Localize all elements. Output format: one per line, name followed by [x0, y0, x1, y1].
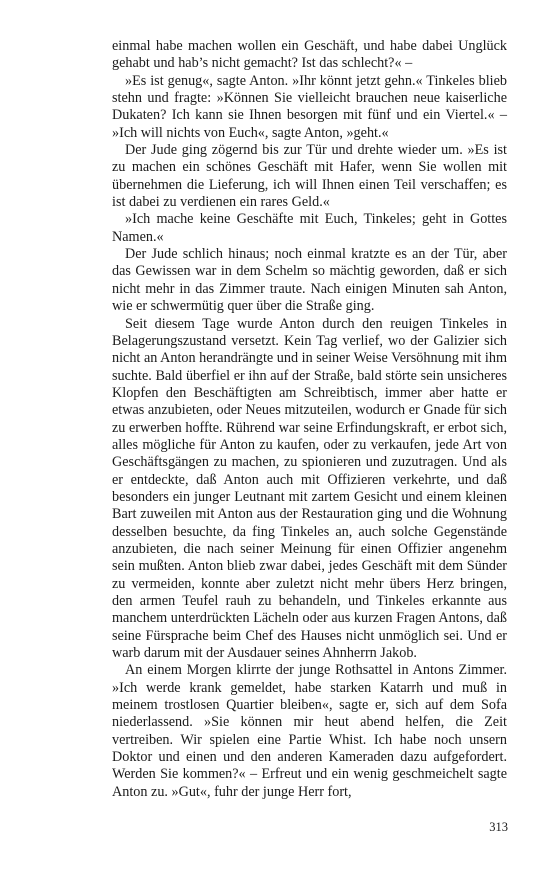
- paragraph: An einem Morgen klirrte der junge Rothsattel in Antons Zimmer. »Ich werde krank gemeldet, habe starken Katarrh und muß in meinem trostlosen Quartier bleiben«, sagte er, sich auf dem Sofa niederlassend. »Sie können mir heut abend helfen, die Zeit vertreiben. Wir spielen eine Partie Whist. Ich habe noch unsern Doktor und einen und den anderen Kameraden dazu aufgefordert. Werden Sie kommen?« – Erfreut und ein wenig geschmeichelt sagte Anton zu. »Gut«, fuhr der junge Herr fort,: [112, 662, 507, 800]
- paragraph: Der Jude schlich hinaus; noch einmal kratzte es an der Tür, aber das Gewissen war in dem Schelm so mächtig geworden, daß er sich nicht mehr in das Zimmer traute. Nach einigen Minuten sah Anton, wie er schwermütig quer über die Straße ging.: [112, 246, 507, 315]
- paragraph: »Ich mache keine Geschäfte mit Euch, Tinkeles; geht in Gottes Namen.«: [112, 211, 507, 245]
- body-text: [112, 38, 507, 801]
- page-number: 313: [489, 820, 508, 834]
- paragraph: Der Jude ging zögernd bis zur Tür und drehte wieder um. »Es ist zu machen ein schönes Geschäft mit Hafer, wenn Sie wollen mit übernehmen die Lieferung, ich will Ihnen einen Teil verschaffen; es ist dabei zu verdienen ein rares Geld.«: [112, 142, 507, 211]
- paragraph: »Es ist genug«, sagte Anton. »Ihr könnt jetzt gehn.« Tinkeles blieb stehn und fragte: »Können Sie vielleicht brauchen neue kaiserliche Dukaten? Ich kann sie Ihnen besorgen mit fünf und ein Viertel.« – »Ich will nichts von Euch«, sagte Anton, »geht.«: [112, 72, 507, 141]
- paragraph: einmal habe machen wollen ein Geschäft, und habe dabei Unglück gehabt und hab’s nicht gemacht? Ist das schlecht?« –: [112, 38, 507, 72]
- paragraph: Seit diesem Tage wurde Anton durch den reuigen Tinkeles in Belagerungszustand versetzt. Kein Tag verlief, wo der Galizier sich nicht an Anton herandrängte und in seiner Weise Versöhnung mit ihm suchte. Bald überfiel er ihn auf der Straße, bald störte sein unsicheres Klopfen den Beschäftigten am Schreibtisch, immer aber hatte er etwas anzubieten, oder Neues mitzuteilen, wodurch er Gnade für sich zu erwerben hoffte. Rührend war seine Erfindungskraft, er erbot sich, alles mögliche für Anton zu kaufen, oder zu verkaufen, jede Art von Geschäftsgängen zu machen, zu spionieren und zuzutragen. Und als er entdeckte, daß Anton auch mit Offizieren verkehrte, und daß besonders ein junger Leutnant mit zartem Gesicht und einem kleinen Bart zuweilen mit Anton aus der Restauration ging und die Wohnung desselben besuchte, da fing Tinkeles an, auch solche Gegenstände anzubieten, die nach seiner Meinung für einen Offizier angenehm sein mußten. Anton blieb zwar dabei, jedes Geschäft mit dem Sünder zu vermeiden, konnte aber zuletzt nicht mehr übers Herz bringen, den armen Teufel rauh zu behandeln, und Tinkeles erkannte aus manchem unterdrückten Lächeln oder aus kurzen Fragen Antons, daß seine Fürsprache beim Chef des Hauses nicht unmöglich sei. Und er warb darum mit der Ausdauer seines Ahnherrn Jakob.: [112, 315, 507, 662]
